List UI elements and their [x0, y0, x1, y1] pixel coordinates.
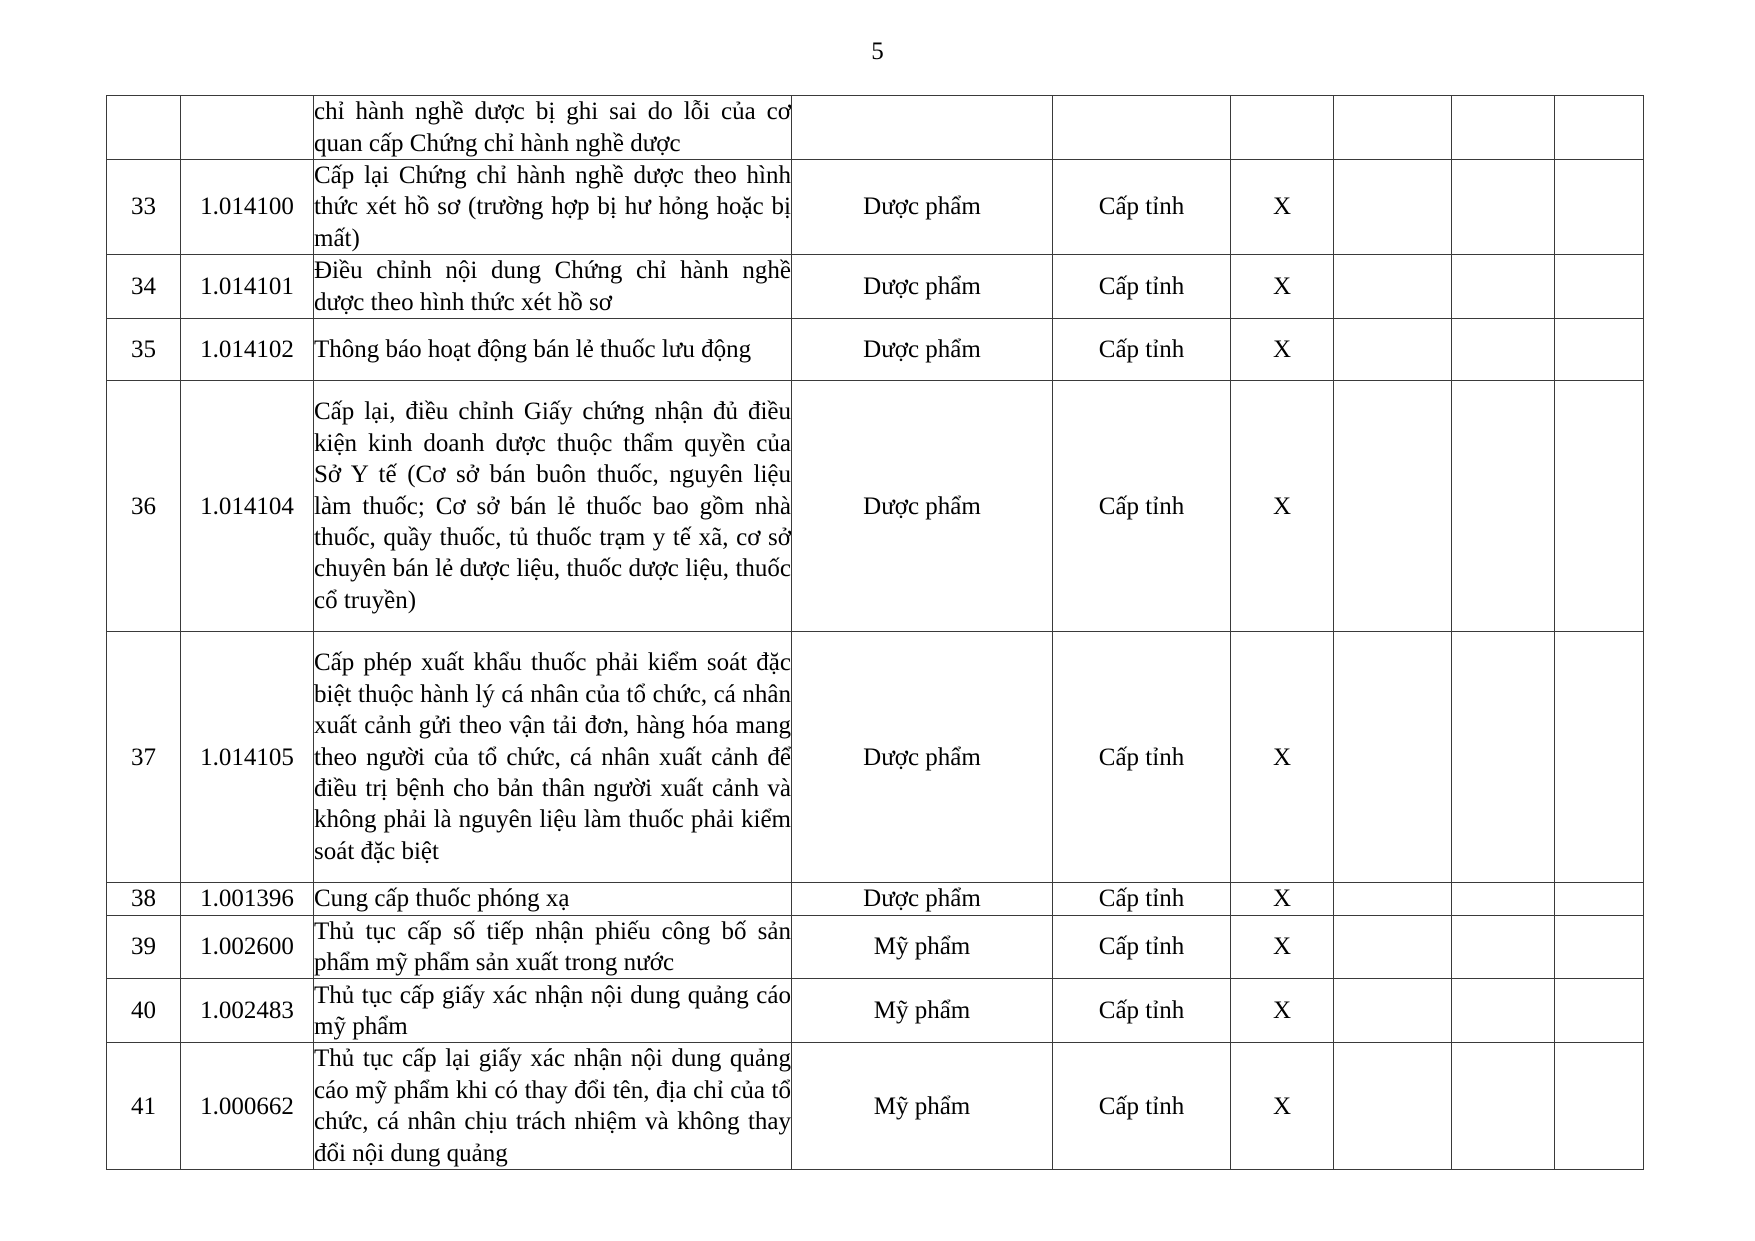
- empty-cell: [1452, 979, 1555, 1043]
- procedure-code-cell: 1.001396: [181, 883, 314, 915]
- procedure-name-cell: [314, 96, 792, 160]
- procedure-table: [106, 95, 1644, 1170]
- procedure-name-text: Cấp phép xuất khẩu thuốc phải kiểm soát đặc biệt thuộc hành lý cá nhân của tổ chức, cá nhân xuất cảnh gửi theo vận tải đơn, hàng hóa mang theo người của tổ chức, cá nhân xuất cảnh để điều trị bệnh cho bản thân người xuất cảnh và không phải là nguyên liệu làm thuốc phải kiểm soát đặc biệt: [314, 649, 791, 865]
- page-number: 5: [871, 38, 884, 65]
- table-row: [107, 632, 1644, 883]
- procedure-name-text: Cấp lại Chứng chỉ hành nghề dược theo hình thức xét hồ sơ (trường hợp bị hư hỏng hoặc bị mất): [314, 162, 791, 252]
- table-row: [107, 979, 1644, 1043]
- row-number-cell: 39: [107, 915, 181, 979]
- field-cell: Mỹ phẩm: [792, 1043, 1053, 1170]
- procedure-code-cell: 1.002600: [181, 915, 314, 979]
- field-cell: Dược phẩm: [792, 319, 1053, 381]
- mark-cell: X: [1231, 1043, 1334, 1170]
- procedure-name-cell: [314, 381, 792, 632]
- level-cell: Cấp tỉnh: [1053, 979, 1231, 1043]
- procedure-name-cell: [314, 883, 792, 915]
- row-number-cell: 40: [107, 979, 181, 1043]
- mark-cell: X: [1231, 319, 1334, 381]
- mark-cell: X: [1231, 160, 1334, 255]
- mark-cell: X: [1231, 255, 1334, 319]
- procedure-name-cell: [314, 255, 792, 319]
- field-cell: Dược phẩm: [792, 160, 1053, 255]
- empty-cell: [1334, 979, 1452, 1043]
- table-row: [107, 1043, 1644, 1170]
- row-number-cell: 38: [107, 883, 181, 915]
- empty-cell: [1452, 883, 1555, 915]
- procedure-code-cell: 1.014104: [181, 381, 314, 632]
- empty-cell: [1452, 319, 1555, 381]
- row-number-cell: 33: [107, 160, 181, 255]
- empty-cell: [1555, 979, 1644, 1043]
- empty-cell: [1334, 160, 1452, 255]
- procedure-code-cell: [181, 96, 314, 160]
- row-number-cell: 36: [107, 381, 181, 632]
- mark-cell: X: [1231, 915, 1334, 979]
- field-cell: Dược phẩm: [792, 255, 1053, 319]
- procedure-code-cell: 1.014101: [181, 255, 314, 319]
- level-cell: Cấp tỉnh: [1053, 915, 1231, 979]
- level-cell: Cấp tỉnh: [1053, 255, 1231, 319]
- empty-cell: [1334, 96, 1452, 160]
- procedure-code-cell: 1.014102: [181, 319, 314, 381]
- table-row: [107, 381, 1644, 632]
- field-cell: [792, 96, 1053, 160]
- level-cell: Cấp tỉnh: [1053, 883, 1231, 915]
- procedure-name-text: Thủ tục cấp lại giấy xác nhận nội dung quảng cáo mỹ phẩm khi có thay đổi tên, địa chỉ của tổ chức, cá nhân chịu trách nhiệm và không thay đổi nội dung quảng: [314, 1045, 791, 1167]
- field-cell: Mỹ phẩm: [792, 915, 1053, 979]
- procedure-name-cell: [314, 1043, 792, 1170]
- procedure-name-cell: [314, 632, 792, 883]
- mark-cell: X: [1231, 632, 1334, 883]
- row-number-cell: 35: [107, 319, 181, 381]
- procedure-name-text: chỉ hành nghề dược bị ghi sai do lỗi của cơ quan cấp Chứng chỉ hành nghề dược: [314, 98, 791, 157]
- level-cell: Cấp tỉnh: [1053, 1043, 1231, 1170]
- empty-cell: [1555, 632, 1644, 883]
- procedure-name-text: Cung cấp thuốc phóng xạ: [314, 885, 570, 913]
- field-cell: Mỹ phẩm: [792, 979, 1053, 1043]
- procedure-name-cell: [314, 979, 792, 1043]
- row-number-cell: 37: [107, 632, 181, 883]
- empty-cell: [1555, 319, 1644, 381]
- empty-cell: [1452, 915, 1555, 979]
- level-cell: Cấp tỉnh: [1053, 160, 1231, 255]
- table-row: [107, 319, 1644, 381]
- empty-cell: [1555, 96, 1644, 160]
- procedure-name-cell: [314, 160, 792, 255]
- empty-cell: [1555, 381, 1644, 632]
- field-cell: Dược phẩm: [792, 381, 1053, 632]
- table-row: [107, 255, 1644, 319]
- procedure-code-cell: 1.002483: [181, 979, 314, 1043]
- empty-cell: [1452, 96, 1555, 160]
- empty-cell: [1334, 319, 1452, 381]
- level-cell: Cấp tỉnh: [1053, 632, 1231, 883]
- procedure-name-cell: [314, 915, 792, 979]
- empty-cell: [1334, 883, 1452, 915]
- level-cell: Cấp tỉnh: [1053, 319, 1231, 381]
- field-cell: Dược phẩm: [792, 883, 1053, 915]
- empty-cell: [1334, 255, 1452, 319]
- empty-cell: [1555, 883, 1644, 915]
- procedure-code-cell: 1.014105: [181, 632, 314, 883]
- procedure-name-text: Thủ tục cấp số tiếp nhận phiếu công bố sản phẩm mỹ phẩm sản xuất trong nước: [314, 917, 791, 977]
- empty-cell: [1555, 915, 1644, 979]
- mark-cell: [1231, 96, 1334, 160]
- procedure-name-text: Điều chỉnh nội dung Chứng chỉ hành nghề dược theo hình thức xét hồ sơ: [314, 257, 791, 316]
- procedure-name-text: Thủ tục cấp giấy xác nhận nội dung quảng cáo mỹ phẩm: [314, 981, 791, 1040]
- procedure-name-text: Thông báo hoạt động bán lẻ thuốc lưu động: [314, 336, 752, 364]
- row-number-cell: [107, 96, 181, 160]
- level-cell: [1053, 96, 1231, 160]
- table-row: [107, 915, 1644, 979]
- row-number-cell: 41: [107, 1043, 181, 1170]
- empty-cell: [1334, 1043, 1452, 1170]
- procedure-name-cell: [314, 319, 792, 381]
- procedure-code-cell: 1.000662: [181, 1043, 314, 1170]
- empty-cell: [1334, 632, 1452, 883]
- mark-cell: X: [1231, 979, 1334, 1043]
- field-cell: Dược phẩm: [792, 632, 1053, 883]
- table-row: [107, 883, 1644, 915]
- mark-cell: X: [1231, 883, 1334, 915]
- empty-cell: [1452, 1043, 1555, 1170]
- empty-cell: [1452, 255, 1555, 319]
- row-number-cell: 34: [107, 255, 181, 319]
- level-cell: Cấp tỉnh: [1053, 381, 1231, 632]
- empty-cell: [1334, 915, 1452, 979]
- mark-cell: X: [1231, 381, 1334, 632]
- empty-cell: [1555, 1043, 1644, 1170]
- table-row: [107, 160, 1644, 255]
- empty-cell: [1452, 381, 1555, 632]
- empty-cell: [1334, 381, 1452, 632]
- empty-cell: [1452, 160, 1555, 255]
- empty-cell: [1452, 632, 1555, 883]
- empty-cell: [1555, 160, 1644, 255]
- empty-cell: [1555, 255, 1644, 319]
- procedure-name-text: Cấp lại, điều chỉnh Giấy chứng nhận đủ điều kiện kinh doanh dược thuộc thẩm quyền của Sở Y tế (Cơ sở bán buôn thuốc, nguyên liệu làm thuốc; Cơ sở bán lẻ thuốc bao gồm nhà thuốc, quầy thuốc, tủ thuốc trạm y tế xã, cơ sở chuyên bán lẻ dược liệu, thuốc dược liệu, thuốc cổ truyền): [314, 398, 791, 614]
- table-row: [107, 96, 1644, 160]
- procedure-code-cell: 1.014100: [181, 160, 314, 255]
